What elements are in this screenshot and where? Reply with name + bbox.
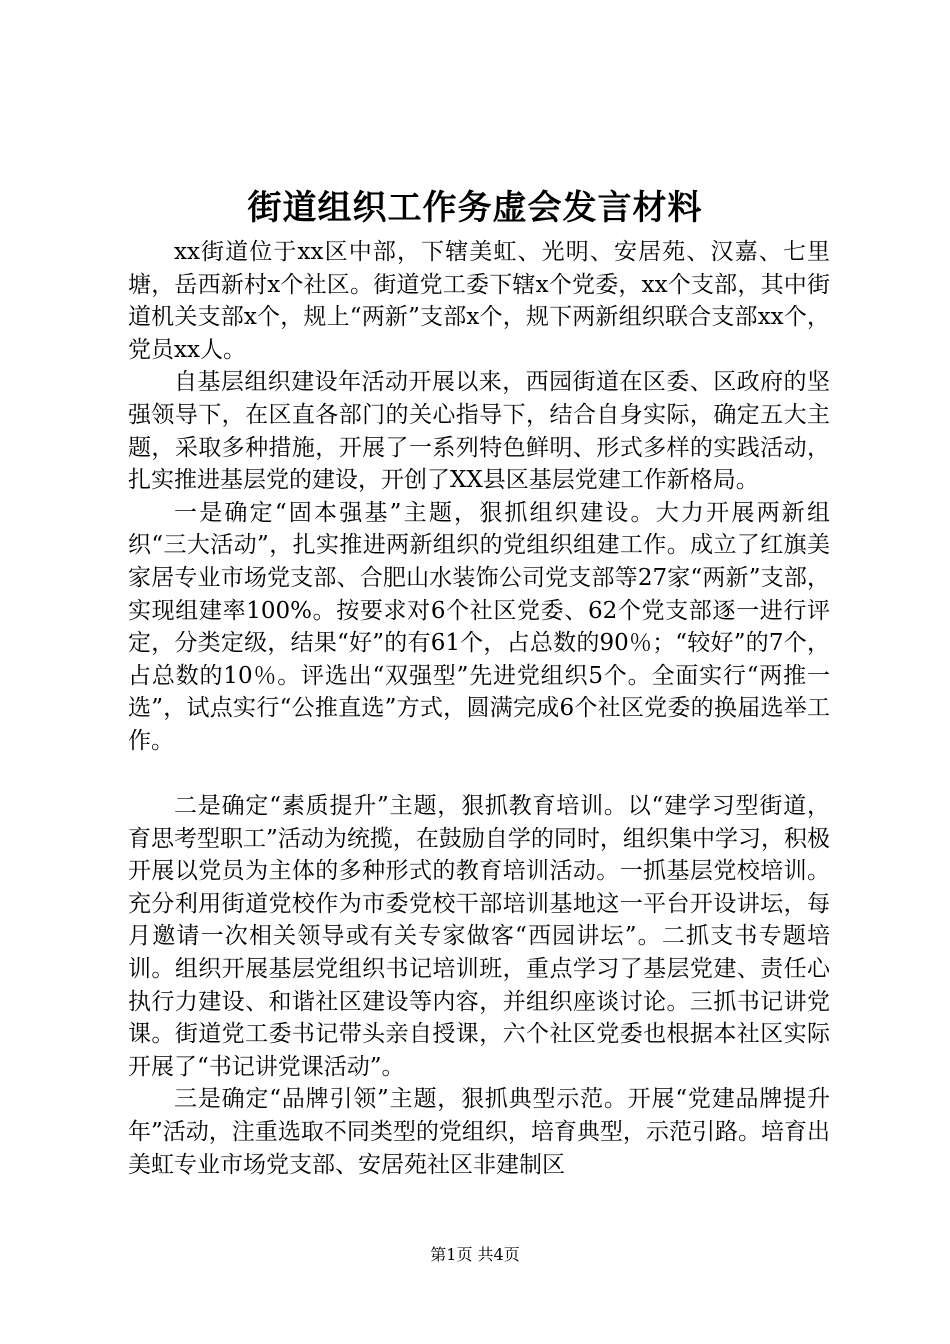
paragraph-intro: xx街道位于xx区中部，下辖美虹、光明、安居苑、汉嘉、七里塘，岳西新村x个社区。街道党工委下辖x个党委，xx个支部，其中街道机关支部x个，规上“两新”支部x个，规下两新组织联合支部xx个，党员xx人。 bbox=[128, 239, 830, 363]
page-number: 第1页 共4页 bbox=[430, 1245, 520, 1264]
document-title: 街道组织工作务虚会发言材料 bbox=[247, 188, 703, 228]
paragraph-point-two: 二是确定“素质提升”主题，狠抓教育培训。以“建学习型街道，育思考型职工”活动为统揽，在鼓励自学的同时，组织集中学习，积极开展以党员为主体的多种形式的教育培训活动。一抓基层党校培训。充分利用街道党校作为市委党校干部培训基地这一平台开设讲坛，每月邀请一次相关领导或有关专家做客“西园讲坛”。二抓支书专题培训。组织开展基层党组织书记培训班，重点学习了基层党建、责任心执行力建设、和谐社区建设等内容，并组织座谈讨论。三抓书记讲党课。街道党工委书记带头亲自授课，六个社区党委也根据本社区实际开展了“书记讲党课活动”。 bbox=[128, 793, 830, 1080]
document-body bbox=[128, 236, 830, 1181]
paragraph-point-three: 三是确定“品牌引领”主题，狠抓典型示范。开展“党建品牌提升年”活动，注重选取不同类型的党组织，培育典型，示范引路。培育出美虹专业市场党支部、安居苑社区非建制区 bbox=[128, 1086, 830, 1178]
paragraph-overview: 自基层组织建设年活动开展以来，西园街道在区委、区政府的坚强领导下，在区直各部门的关心指导下，结合自身实际，确定五大主题，采取多种措施，开展了一系列特色鲜明、形式多样的实践活动，扎实推进基层党的建设，开创了XX县区基层党建工作新格局。 bbox=[128, 369, 830, 494]
paragraph-point-one: 一是确定“固本强基”主题，狠抓组织建设。大力开展两新组织“三大活动”，扎实推进两新组织的党组织组建工作。成立了红旗美家居专业市场党支部、合肥山水装饰公司党支部等27家“两新”支部，实现组建率100%。按要求对6个社区党委、62个党支部逐一进行评定，分类定级，结果“好”的有61个，占总数的90％；“较好”的7个，占总数的10％。评选出“双强型”先进党组织5个。全面实行“两推一选”，试点实行“公推直选”方式，圆满完成6个社区党委的换届选举工作。 bbox=[128, 499, 830, 754]
